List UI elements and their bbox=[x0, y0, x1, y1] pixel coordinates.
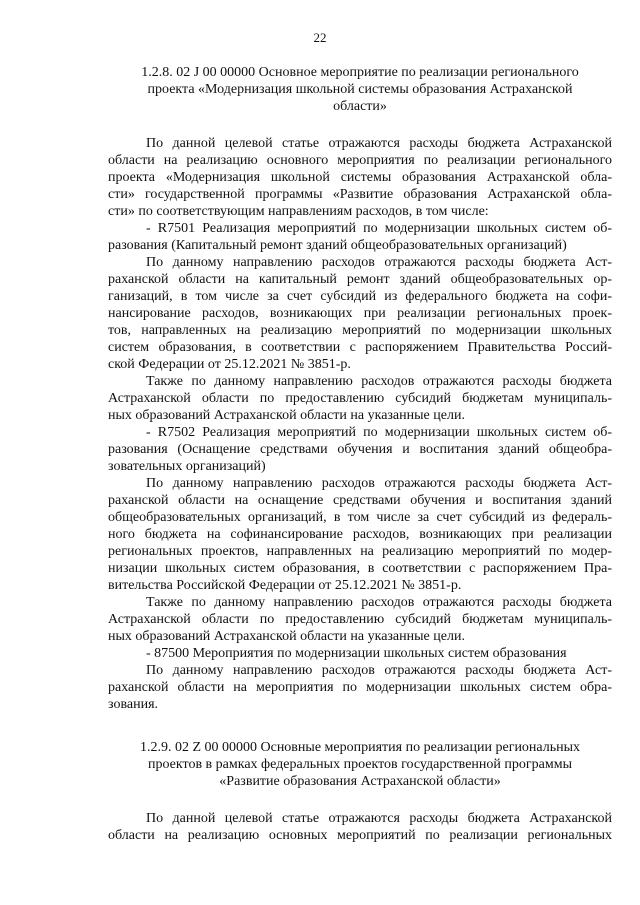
heading-line: 1.2.8. 02 J 00 00000 Основное мероприятие по реализации регионального bbox=[141, 65, 579, 80]
text-line: общеобразовательных организаций, в том числе за счет субсидий из федераль- bbox=[108, 510, 612, 525]
text-line: области на реализацию основных мероприятий по реализации региональных bbox=[108, 828, 612, 843]
text-line: По данному направлению расходов отражаются расходы бюджета Аст- bbox=[146, 476, 612, 491]
paragraph-r7501 bbox=[108, 220, 612, 254]
text-line: раханской области на капитальный ремонт зданий общеобразовательных ор- bbox=[108, 272, 612, 287]
text-line: низации школьных систем образования, в соответствии с распоряжением Пра- bbox=[108, 561, 612, 576]
text-line: сти» государственной программы «Развитие образования Астраханской обла- bbox=[108, 187, 612, 202]
paragraph-intro bbox=[108, 135, 612, 220]
text-line: зования. bbox=[108, 697, 159, 712]
heading-line: проекта «Модернизация школьной системы образования Астраханской bbox=[147, 82, 573, 97]
paragraph-r7502-description bbox=[108, 475, 612, 594]
text-line: ного бюджета на софинансирование расходов, возникающих при реализации bbox=[108, 527, 612, 542]
paragraph-r7501-description bbox=[108, 254, 612, 373]
text-line: По данной целевой статье отражаются расходы бюджета Астраханской bbox=[146, 811, 612, 826]
text-line: Астраханской области по предоставлению субсидий бюджетам муниципаль- bbox=[108, 391, 612, 406]
text-line: По данному направлению расходов отражаются расходы бюджета Аст- bbox=[146, 255, 612, 270]
text-line: ганизаций, в том числе за счет субсидий из федерального бюджета на софи- bbox=[108, 289, 612, 304]
paragraph-r7501-subsidies bbox=[108, 373, 612, 424]
text-line: региональных проектов, направленных на реализацию мероприятий по модер- bbox=[108, 544, 612, 559]
text-line: Также по данному направлению расходов отражаются расходы бюджета bbox=[146, 374, 612, 389]
text-line: ных образований Астраханской области на указанные цели. bbox=[108, 629, 465, 644]
text-line: тов, направленных на реализацию мероприятий по модернизации школьных bbox=[108, 323, 612, 338]
text-line: - 87500 Мероприятия по модернизации школьных систем образования bbox=[146, 646, 567, 661]
text-line: проекта «Модернизация школьной системы образования Астраханской обла- bbox=[108, 170, 612, 185]
section-heading-1-2-8 bbox=[108, 64, 612, 115]
text-line: По данному направлению расходов отражаются расходы бюджета Аст- bbox=[146, 663, 612, 678]
text-line: зовательных организаций) bbox=[108, 459, 266, 474]
text-line: вительства Российской Федерации от 25.12.2021 № 3851-р. bbox=[108, 578, 462, 593]
text-line: раханской области на мероприятия по модернизации школьных систем обра- bbox=[108, 680, 612, 695]
text-line: - R7501 Реализация мероприятий по модернизации школьных систем об- bbox=[146, 221, 612, 236]
text-line: сти» по соответствующим направлениям расходов, в том числе: bbox=[108, 204, 489, 219]
text-line: раханской области на оснащение средствами обучения и воспитания зданий bbox=[108, 493, 612, 508]
text-line: систем образования, в соответствии с распоряжением Правительства Россий- bbox=[108, 340, 612, 355]
section-heading-1-2-9 bbox=[108, 739, 612, 790]
heading-line: «Развитие образования Астраханской области» bbox=[219, 774, 501, 789]
text-line: - R7502 Реализация мероприятий по модернизации школьных систем об- bbox=[146, 425, 612, 440]
heading-line: проектов в рамках федеральных проектов государственной программы bbox=[148, 757, 572, 772]
text-line: разования (Капитальный ремонт зданий общеобразовательных организаций) bbox=[108, 238, 567, 253]
heading-line: области» bbox=[333, 99, 387, 114]
text-line: ской Федерации от 25.12.2021 № 3851-р. bbox=[108, 357, 351, 372]
section-body-1-2-9 bbox=[108, 810, 612, 844]
paragraph-r7502 bbox=[108, 424, 612, 475]
paragraph-r7502-subsidies bbox=[108, 594, 612, 645]
paragraph-intro bbox=[108, 810, 612, 844]
text-line: Также по данному направлению расходов отражаются расходы бюджета bbox=[146, 595, 612, 610]
text-line: Астраханской области по предоставлению субсидий бюджетам муниципаль- bbox=[108, 612, 612, 627]
text-line: По данной целевой статье отражаются расходы бюджета Астраханской bbox=[146, 136, 612, 151]
paragraph-87500 bbox=[108, 645, 612, 662]
section-body-1-2-8 bbox=[108, 135, 612, 713]
text-line: области на реализацию основного мероприятия по реализации регионального bbox=[108, 153, 612, 168]
heading-line: 1.2.9. 02 Z 00 00000 Основные мероприятия по реализации региональных bbox=[139, 740, 581, 755]
text-line: нансирование расходов, возникающих при реализации региональных проек- bbox=[108, 306, 612, 321]
text-line: разования (Оснащение средствами обучения и воспитания зданий общеобра- bbox=[108, 442, 612, 457]
text-line: ных образований Астраханской области на указанные цели. bbox=[108, 408, 465, 423]
page-number: 22 bbox=[313, 30, 327, 45]
paragraph-87500-description bbox=[108, 662, 612, 713]
